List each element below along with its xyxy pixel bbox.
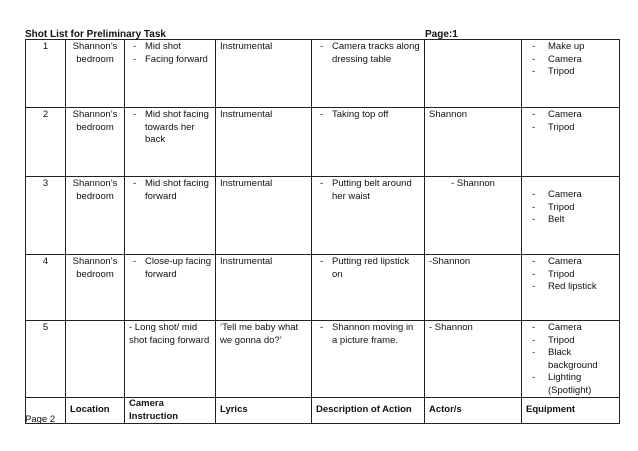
shot-equipment xyxy=(522,108,620,177)
shot-camera-instruction xyxy=(125,40,216,108)
column-label-action: Description of Action xyxy=(312,398,425,424)
list-item: - Tripod xyxy=(526,66,615,79)
shot-lyrics: Instrumental xyxy=(216,108,312,177)
list-item: - Shannon moving in a picture frame. xyxy=(316,322,420,347)
shot-actor: Shannon xyxy=(425,108,522,177)
shot-camera-instruction: - Long shot/ mid shot facing forward xyxy=(125,321,216,398)
shot-number: 3 xyxy=(26,177,66,255)
list-item: - Facing forward xyxy=(129,54,211,67)
shot-actor: - Shannon xyxy=(425,321,522,398)
column-label-lyrics: Lyrics xyxy=(216,398,312,424)
list-item: - Camera tracks along dressing table xyxy=(316,41,420,66)
shot-location: Shannon’s bedroom xyxy=(66,177,125,255)
shot-camera-instruction xyxy=(125,255,216,321)
shot-location: Shannon’s bedroom xyxy=(66,40,125,108)
shot-camera-instruction xyxy=(125,108,216,177)
column-label-actor: Actor/s xyxy=(425,398,522,424)
shot-action xyxy=(312,255,425,321)
list-item: - Taking top off xyxy=(316,109,420,122)
shot-actor xyxy=(425,40,522,108)
shot-lyrics: Instrumental xyxy=(216,255,312,321)
list-item: - Mid shot facing towards her back xyxy=(129,109,211,147)
list-item: - Red lipstick xyxy=(526,281,615,294)
shot-list-table xyxy=(25,39,620,424)
list-item: - Mid shot facing forward xyxy=(129,178,211,203)
list-item: - Tripod xyxy=(526,122,615,135)
shot-number: 5 xyxy=(26,321,66,398)
column-label-camera: Camera Instruction xyxy=(125,398,216,424)
list-item: - Tripod xyxy=(526,202,615,215)
shot-action xyxy=(312,40,425,108)
shot-number: 4 xyxy=(26,255,66,321)
list-item: - Black background xyxy=(526,347,615,372)
list-item: - Tripod xyxy=(526,335,615,348)
shot-camera-instruction xyxy=(125,177,216,255)
shot-location xyxy=(66,321,125,398)
table-row xyxy=(26,321,620,398)
document-title: Shot List for Preliminary Task xyxy=(25,29,166,40)
list-item: - Camera xyxy=(526,109,615,122)
table-row xyxy=(26,177,620,255)
table-row xyxy=(26,108,620,177)
shot-number: 1 xyxy=(26,40,66,108)
shot-equipment xyxy=(522,255,620,321)
shot-lyrics: Instrumental xyxy=(216,177,312,255)
list-item: - Camera xyxy=(526,322,615,335)
shot-number: 2 xyxy=(26,108,66,177)
column-label-row xyxy=(26,398,620,424)
list-item: - Putting belt around her waist xyxy=(316,178,420,203)
shot-location: Shannon’s bedroom xyxy=(66,255,125,321)
shot-action xyxy=(312,321,425,398)
list-item: - Close-up facing forward xyxy=(129,256,211,281)
shot-actor: - Shannon xyxy=(425,177,522,255)
shot-location: Shannon’s bedroom xyxy=(66,108,125,177)
list-item: - Belt xyxy=(526,214,615,227)
list-item: - Lighting (Spotlight) xyxy=(526,372,615,397)
list-item: - Camera xyxy=(526,256,615,269)
list-item: - Camera xyxy=(526,54,615,67)
column-label-equipment: Equipment xyxy=(522,398,620,424)
list-item: - Tripod xyxy=(526,269,615,282)
shot-action xyxy=(312,177,425,255)
page-footer: Page 2 xyxy=(25,414,56,425)
list-item: - Mid shot xyxy=(129,41,211,54)
list-item: - Make up xyxy=(526,41,615,54)
page-number-label: Page:1 xyxy=(425,29,458,40)
list-item: - Putting red lipstick on xyxy=(316,256,420,281)
shot-action xyxy=(312,108,425,177)
list-item: - Camera xyxy=(526,189,615,202)
table-row xyxy=(26,40,620,108)
shot-lyrics: ‘Tell me baby what we gonna do?’ xyxy=(216,321,312,398)
shot-lyrics: Instrumental xyxy=(216,40,312,108)
column-label-location: Location xyxy=(66,398,125,424)
shot-actor: -Shannon xyxy=(425,255,522,321)
shot-equipment xyxy=(522,177,620,255)
table-row xyxy=(26,255,620,321)
shot-equipment xyxy=(522,40,620,108)
shot-equipment xyxy=(522,321,620,398)
